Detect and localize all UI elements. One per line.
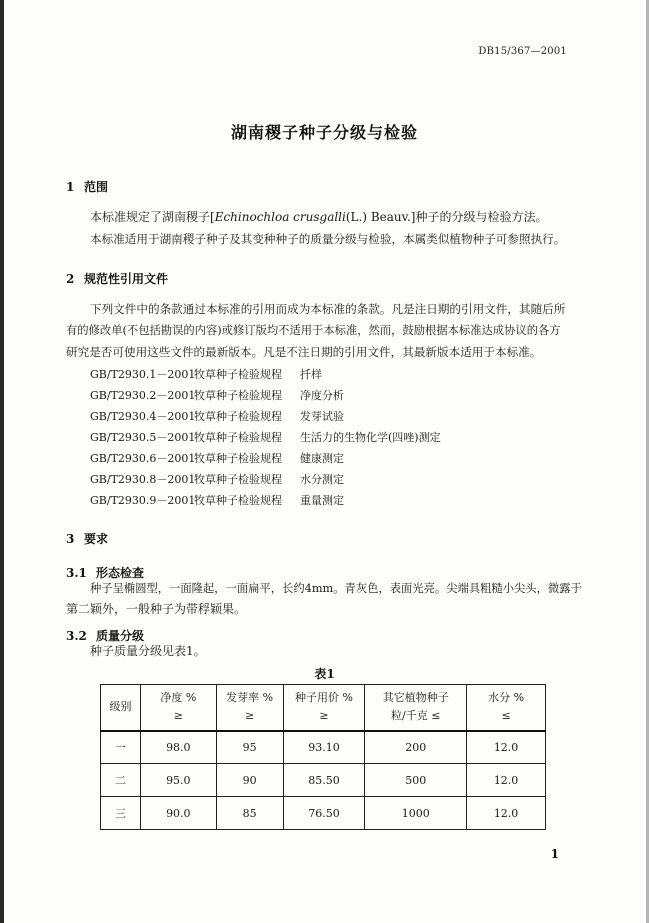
table-row xyxy=(101,797,546,830)
scope-paragraph-2: 本标准适用于湖南稷子种子及其变种种子的质量分级与检验，本属类似植物种子可参照执行。 xyxy=(90,232,566,246)
section-1-title: 范围 xyxy=(84,180,109,194)
refs-intro-line-3: 研究是否可使用这些文件的最新版本。凡是不注日期的引用文件，其最新版本适用于本标准。 xyxy=(66,345,542,359)
ref-item: GB/T2930.9－2001牧草种子检验规程 重量测定 xyxy=(90,494,344,507)
cell-moisture: 12.0 xyxy=(467,797,546,830)
cell-grade: 二 xyxy=(101,764,141,797)
cell-other-seeds: 200 xyxy=(365,731,467,764)
table-caption: 表1 xyxy=(314,667,335,681)
ref-item: GB/T2930.4－2001牧草种子检验规程 发芽试验 xyxy=(90,410,344,423)
cell-germination: 85 xyxy=(216,797,283,830)
section-1-number: 1 xyxy=(66,180,75,194)
table-row xyxy=(101,764,546,797)
section-2-number: 2 xyxy=(66,272,75,286)
header-purity: 净度 % ≥ xyxy=(140,685,216,731)
cell-purity: 98.0 xyxy=(140,731,216,764)
morphology-line-2: 第二颖外，一般种子为带稃颖果。 xyxy=(66,602,247,616)
header-other-seeds: 其它植物种子 粒/千克 ≤ xyxy=(365,685,467,731)
ref-item: GB/T2930.2－2001牧草种子检验规程 净度分析 xyxy=(90,389,344,402)
cell-germination: 90 xyxy=(216,764,283,797)
scope-paragraph-1: 本标准规定了湖南稷子[Echinochloa crusgalli(L.) Beauv.]种子的分级与检验方法。 xyxy=(90,210,548,224)
header-grade: 级别 xyxy=(101,685,141,731)
cell-other-seeds: 1000 xyxy=(365,797,467,830)
cell-use-value: 93.10 xyxy=(283,731,365,764)
section-3-number: 3 xyxy=(66,532,75,546)
cell-purity: 95.0 xyxy=(140,764,216,797)
page-title: 湖南稷子种子分级与检验 xyxy=(230,123,418,142)
cell-moisture: 12.0 xyxy=(467,731,546,764)
cell-use-value: 76.50 xyxy=(283,797,365,830)
latin-name: Echinochloa crusgalli xyxy=(214,210,346,224)
refs-intro-line-2: 有的修改单(不包括勘误的内容)或修订版均不适用于本标准，然而，鼓励根据本标准达成协议的各方 xyxy=(66,324,561,337)
page-number: 1 xyxy=(550,847,559,861)
refs-intro-line-1: 下列文件中的条款通过本标准的引用而成为本标准的条款。凡是注日期的引用文件，其随后所 xyxy=(90,302,566,316)
header-use-value: 种子用价 % ≥ xyxy=(283,685,365,731)
table-row xyxy=(101,731,546,764)
header-germination: 发芽率 % ≥ xyxy=(216,685,283,731)
section-3-title: 要求 xyxy=(84,532,109,546)
cell-grade: 三 xyxy=(101,797,141,830)
ref-item: GB/T2930.5－2001牧草种子检验规程 生活力的生物化学(四唑)测定 xyxy=(90,431,441,444)
standard-code: DB15/367—2001 xyxy=(478,46,567,57)
cell-moisture: 12.0 xyxy=(467,764,546,797)
cell-use-value: 85.50 xyxy=(283,764,365,797)
section-3-heading xyxy=(66,530,108,547)
cell-germination: 95 xyxy=(216,731,283,764)
section-2-title: 规范性引用文件 xyxy=(84,272,169,286)
table-header-row xyxy=(101,685,546,731)
grading-table xyxy=(100,684,546,830)
ref-item: GB/T2930.8－2001牧草种子检验规程 水分测定 xyxy=(90,473,344,486)
section-1-heading xyxy=(66,178,108,195)
ref-item: GB/T2930.1－2001牧草种子检验规程 扦样 xyxy=(90,368,322,381)
cell-grade: 一 xyxy=(101,731,141,764)
header-moisture: 水分 % ≤ xyxy=(467,685,546,731)
cell-purity: 90.0 xyxy=(140,797,216,830)
cell-other-seeds: 500 xyxy=(365,764,467,797)
grading-intro: 种子质量分级见表1。 xyxy=(90,644,206,658)
section-3-2-heading: 3.2 质量分级 xyxy=(66,629,145,643)
morphology-line-1: 种子呈椭圆型，一面隆起，一面扁平，长约4mm。青灰色，表面光亮。尖端具粗糙小尖头，微露于 xyxy=(90,582,582,595)
section-3-1-heading: 3.1 形态检查 xyxy=(66,566,145,580)
ref-item: GB/T2930.6－2001牧草种子检验规程 健康测定 xyxy=(90,452,344,465)
section-2-heading xyxy=(66,270,168,287)
